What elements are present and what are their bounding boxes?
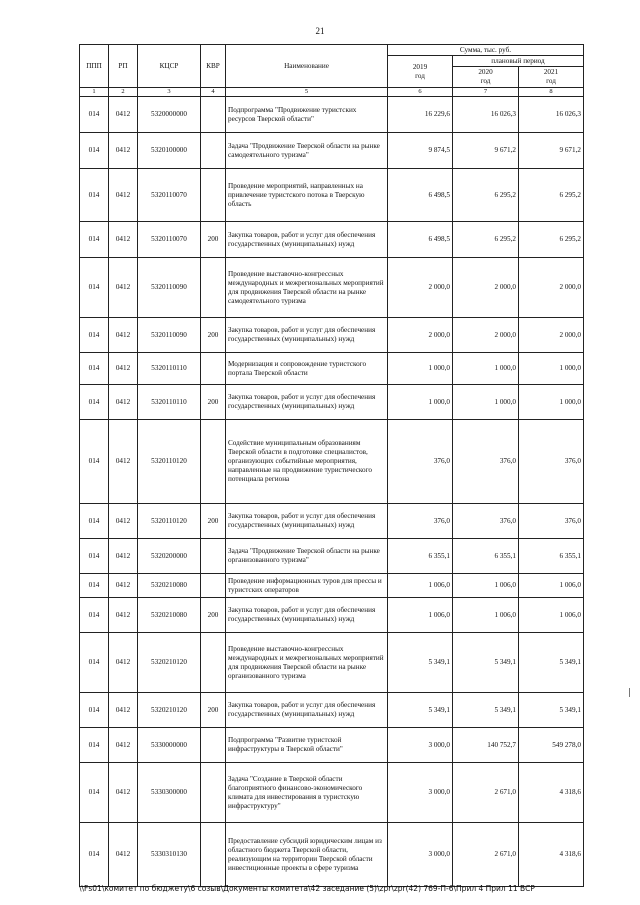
cell-rp: 0412 [109,169,138,222]
cell-sum-2019: 3 000,0 [388,763,453,823]
column-number: 8 [519,88,584,97]
cell-name: Задача "Продвижение Тверской области на рынке организованного туризма" [226,539,388,574]
table-row [80,504,584,539]
cell-kvr [201,97,226,133]
cell-ppp: 014 [80,385,109,420]
cell-sum-2019: 5 349,1 [388,633,453,693]
header-year-2021 [519,67,584,88]
table-row [80,539,584,574]
table-row [80,169,584,222]
table-row [80,598,584,633]
cell-sum-2020: 376,0 [453,504,519,539]
cell-ppp: 014 [80,539,109,574]
cell-rp: 0412 [109,318,138,353]
cell-kcsr: 5320110120 [138,504,201,539]
cell-sum-2020: 2 671,0 [453,823,519,887]
cell-ppp: 014 [80,353,109,385]
cell-rp: 0412 [109,763,138,823]
footer-file-path: \\Fs01\комитет по бюджету\6 созыв\Документы комитета\42 заседание (5)\zpr\zpr(42) 769-П-6\Прил 4 Прил 11 ВСР [79,884,535,893]
cell-kcsr: 5320110110 [138,353,201,385]
cell-sum-2021: 376,0 [519,420,584,504]
cell-kvr [201,258,226,318]
cell-sum-2021: 1 006,0 [519,574,584,598]
page-number: 21 [315,26,325,36]
cell-sum-2019: 1 006,0 [388,574,453,598]
budget-table [79,44,584,887]
cell-name: Проведение информационных туров для прессы и туристских операторов [226,574,388,598]
column-number: 1 [80,88,109,97]
cell-ppp: 014 [80,763,109,823]
cell-sum-2019: 376,0 [388,504,453,539]
cell-rp: 0412 [109,598,138,633]
cell-rp: 0412 [109,823,138,887]
cell-ppp: 014 [80,258,109,318]
cell-sum-2019: 16 229,6 [388,97,453,133]
table-row [80,353,584,385]
cell-kcsr: 5320200000 [138,539,201,574]
column-number: 3 [138,88,201,97]
cell-sum-2019: 2 000,0 [388,318,453,353]
cell-sum-2020: 9 671,2 [453,133,519,169]
table-row [80,385,584,420]
column-number: 6 [388,88,453,97]
cell-sum-2020: 1 000,0 [453,385,519,420]
cell-kcsr: 5320100000 [138,133,201,169]
cell-sum-2019: 1 000,0 [388,353,453,385]
cell-rp: 0412 [109,222,138,258]
cell-sum-2020: 5 349,1 [453,633,519,693]
cell-ppp: 014 [80,633,109,693]
cell-name: Подпрограмма "Продвижение туристских ресурсов Тверской области" [226,97,388,133]
cell-kvr [201,133,226,169]
cell-rp: 0412 [109,385,138,420]
cell-name: Закупка товаров, работ и услуг для обеспечения государственных (муниципальных) нужд [226,318,388,353]
header-year-2019-word: год [415,71,425,80]
cell-rp: 0412 [109,353,138,385]
cell-ppp: 014 [80,693,109,728]
cell-sum-2020: 140 752,7 [453,728,519,763]
cell-ppp: 014 [80,133,109,169]
cell-sum-2019: 9 874,5 [388,133,453,169]
cell-sum-2019: 5 349,1 [388,693,453,728]
table-row [80,258,584,318]
cell-ppp: 014 [80,728,109,763]
cell-kvr [201,169,226,222]
cell-kvr: 200 [201,318,226,353]
cell-sum-2021: 1 000,0 [519,385,584,420]
cell-sum-2020: 1 006,0 [453,598,519,633]
table-row [80,420,584,504]
column-number: 7 [453,88,519,97]
header-ppp: ППП [80,45,109,88]
cell-sum-2020: 1 000,0 [453,353,519,385]
cell-rp: 0412 [109,133,138,169]
cell-ppp: 014 [80,598,109,633]
cell-name: Модернизация и сопровождение туристского портала Тверской области [226,353,388,385]
header-year-2019 [388,56,453,88]
cell-sum-2020: 2 671,0 [453,763,519,823]
header-year-2020 [453,67,519,88]
cell-name: Задача "Продвижение Тверской области на рынке самодеятельного туризма" [226,133,388,169]
cell-sum-2021: 5 349,1 [519,693,584,728]
cell-sum-2020: 6 355,1 [453,539,519,574]
cell-kcsr: 5320210080 [138,574,201,598]
cell-kvr [201,353,226,385]
column-number: 2 [109,88,138,97]
cell-kvr [201,763,226,823]
cell-sum-2021: 5 349,1 [519,633,584,693]
column-number-row [80,88,584,97]
header-kvr: КВР [201,45,226,88]
header-year-2021-word: год [546,77,556,85]
cell-sum-2021: 16 026,3 [519,97,584,133]
cell-sum-2019: 6 498,5 [388,169,453,222]
cell-kvr: 200 [201,598,226,633]
cell-sum-2020: 5 349,1 [453,693,519,728]
table-row [80,574,584,598]
cell-ppp: 014 [80,504,109,539]
cell-ppp: 014 [80,420,109,504]
cell-sum-2019: 3 000,0 [388,823,453,887]
header-rp: РП [109,45,138,88]
cell-sum-2021: 376,0 [519,504,584,539]
table-row [80,823,584,887]
cell-sum-2021: 6 295,2 [519,222,584,258]
column-number: 5 [226,88,388,97]
cell-ppp: 014 [80,318,109,353]
cell-name: Задача "Создание в Тверской области благоприятного финансово-экономического климата для инвестирования в туристскую инфраструктуру" [226,763,388,823]
cell-ppp: 014 [80,823,109,887]
header-year-2021-number: 2021 [543,68,559,76]
cell-rp: 0412 [109,728,138,763]
header-kcsr: КЦСР [138,45,201,88]
cell-sum-2019: 3 000,0 [388,728,453,763]
cell-name: Закупка товаров, работ и услуг для обеспечения государственных (муниципальных) нужд [226,385,388,420]
header-year-2020-word: год [480,77,491,85]
cell-kcsr: 5320110090 [138,258,201,318]
cell-sum-2019: 376,0 [388,420,453,504]
cell-rp: 0412 [109,420,138,504]
cell-rp: 0412 [109,539,138,574]
cell-kcsr: 5330300000 [138,763,201,823]
table-row [80,97,584,133]
cell-sum-2020: 16 026,3 [453,97,519,133]
cell-sum-2021: 6 355,1 [519,539,584,574]
cell-name: Содействие муниципальным образованиям Тверской области в подготовке специалистов, организующих событийные мероприятия, направленные на продвижение туристического потенциала региона [226,420,388,504]
cell-sum-2020: 376,0 [453,420,519,504]
cell-sum-2020: 1 006,0 [453,574,519,598]
cell-name: Закупка товаров, работ и услуг для обеспечения государственных (муниципальных) нужд [226,693,388,728]
cell-kcsr: 5320110070 [138,169,201,222]
cell-name: Проведение выставочно-конгрессных международных и межрегиональных мероприятий для продвижения Тверской области на рынке организованного туризма [226,633,388,693]
cell-name: Подпрограмма "Развитие туристской инфраструктуры в Тверской области" [226,728,388,763]
cell-kcsr: 5320110070 [138,222,201,258]
cell-sum-2019: 1 000,0 [388,385,453,420]
cell-rp: 0412 [109,97,138,133]
cell-name: Закупка товаров, работ и услуг для обеспечения государственных (муниципальных) нужд [226,598,388,633]
cell-kcsr: 5330000000 [138,728,201,763]
cell-kvr [201,539,226,574]
cell-kcsr: 5320110120 [138,420,201,504]
budget-table-body [80,97,584,887]
cell-sum-2021: 549 278,0 [519,728,584,763]
cell-sum-2021: 4 318,6 [519,763,584,823]
cell-kvr: 200 [201,693,226,728]
cell-name: Закупка товаров, работ и услуг для обеспечения государственных (муниципальных) нужд [226,222,388,258]
cell-ppp: 014 [80,97,109,133]
table-row [80,728,584,763]
cell-sum-2020: 6 295,2 [453,169,519,222]
table-row [80,633,584,693]
cell-sum-2020: 2 000,0 [453,258,519,318]
cell-sum-2021: 6 295,2 [519,169,584,222]
cell-rp: 0412 [109,693,138,728]
cell-kvr [201,420,226,504]
cell-name: Проведение мероприятий, направленных на привлечение туристского потока в Тверскую область [226,169,388,222]
cell-name: Проведение выставочно-конгрессных международных и межрегиональных мероприятий для продвижения Тверской области на рынке самодеятельного туризма [226,258,388,318]
table-row [80,763,584,823]
cell-kvr [201,574,226,598]
cell-sum-2019: 1 006,0 [388,598,453,633]
cell-kvr: 200 [201,385,226,420]
header-planned-period: плановый период [453,56,584,67]
cell-rp: 0412 [109,633,138,693]
cell-sum-2020: 2 000,0 [453,318,519,353]
table-row [80,222,584,258]
cell-kcsr: 5330310130 [138,823,201,887]
cell-sum-2021: 9 671,2 [519,133,584,169]
cell-rp: 0412 [109,504,138,539]
cell-kcsr: 5320210120 [138,633,201,693]
cell-kcsr: 5320000000 [138,97,201,133]
header-year-2020-number: 2020 [478,68,493,76]
cell-kvr [201,823,226,887]
cell-kvr [201,728,226,763]
cell-sum-2021: 2 000,0 [519,258,584,318]
cell-sum-2021: 2 000,0 [519,318,584,353]
cell-sum-2019: 2 000,0 [388,258,453,318]
column-number: 4 [201,88,226,97]
table-row [80,318,584,353]
scan-edge-mark [629,688,630,697]
cell-rp: 0412 [109,258,138,318]
cell-sum-2019: 6 355,1 [388,539,453,574]
cell-kvr [201,633,226,693]
header-year-2019-number: 2019 [412,62,428,71]
cell-sum-2021: 1 006,0 [519,598,584,633]
cell-kvr: 200 [201,504,226,539]
cell-kcsr: 5320110110 [138,385,201,420]
cell-kcsr: 5320110090 [138,318,201,353]
cell-sum-2021: 1 000,0 [519,353,584,385]
cell-sum-2020: 6 295,2 [453,222,519,258]
table-row [80,133,584,169]
cell-kvr: 200 [201,222,226,258]
cell-rp: 0412 [109,574,138,598]
cell-ppp: 014 [80,169,109,222]
cell-kcsr: 5320210080 [138,598,201,633]
table-row [80,693,584,728]
header-sum-title: Сумма, тыс. руб. [388,45,584,56]
cell-sum-2019: 6 498,5 [388,222,453,258]
cell-ppp: 014 [80,222,109,258]
header-name: Наименование [226,45,388,88]
cell-name: Предоставление субсидий юридическим лицам из областного бюджета Тверской области, реализующим на территории Тверской области инвестиционные проекты в сфере туризма [226,823,388,887]
cell-ppp: 014 [80,574,109,598]
cell-sum-2021: 4 318,6 [519,823,584,887]
cell-name: Закупка товаров, работ и услуг для обеспечения государственных (муниципальных) нужд [226,504,388,539]
cell-kcsr: 5320210120 [138,693,201,728]
